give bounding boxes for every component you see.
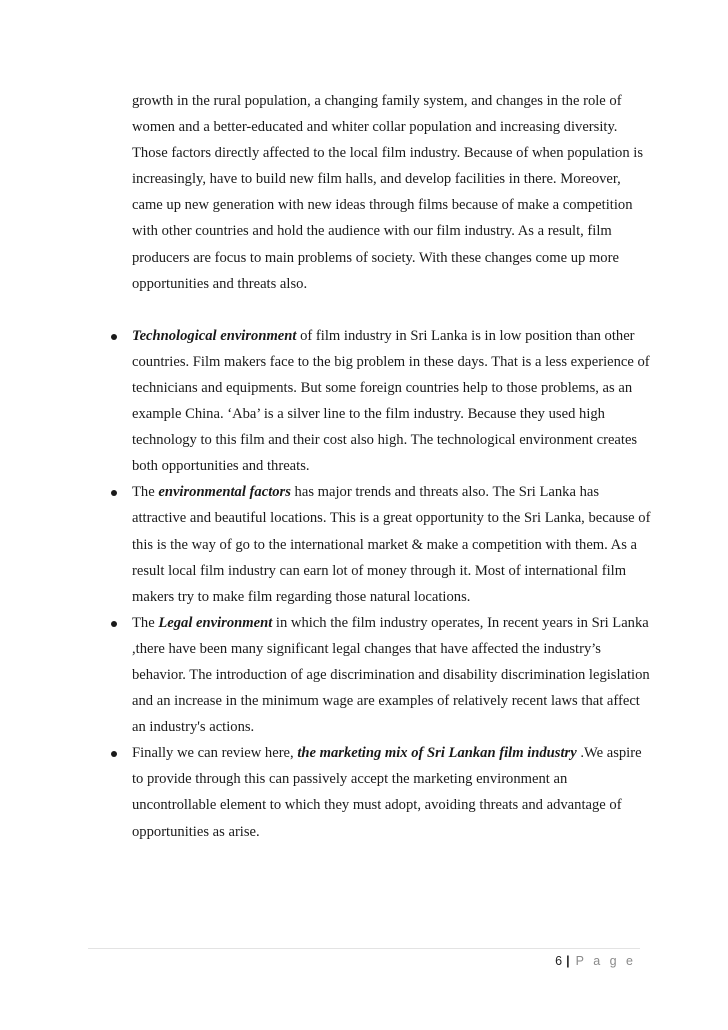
list-item bbox=[132, 740, 652, 844]
item-emphasis: Legal environment bbox=[158, 614, 273, 631]
list-item bbox=[132, 479, 652, 609]
body-text bbox=[132, 88, 652, 845]
bullet-icon bbox=[111, 621, 117, 627]
item-emphasis: the marketing mix of Sri Lankan film industry bbox=[297, 745, 577, 762]
bullet-icon bbox=[111, 490, 117, 496]
page-label: P a g e bbox=[575, 954, 636, 968]
item-pre: Finally we can review here, bbox=[132, 745, 298, 762]
paragraph-gap bbox=[132, 297, 652, 323]
bullet-list bbox=[132, 323, 652, 845]
item-emphasis: Technological environment bbox=[132, 327, 297, 344]
bullet-icon bbox=[111, 751, 117, 757]
item-emphasis: environmental factors bbox=[158, 484, 291, 501]
item-pre: The bbox=[132, 484, 159, 501]
footer-separator: | bbox=[566, 954, 570, 968]
item-text: has major trends and threats also. The Sri Lanka has attractive and beautiful locations. This is a great opportunity to the Sri Lanka, because of this is the way of go to the international market & make a competition with them. As a result local film industry can earn lot of money through it. Most of international film makers try to make film regarding those natural locations. bbox=[132, 484, 651, 605]
item-text: of film industry in Sri Lanka is in low position than other countries. Film makers face to the big problem in these days. That is a less experience of technicians and equipments. But some foreign countries help to those problems, as an example China. ‘Aba’ is a silver line to the film industry. Because they used high technology to this film and their cost also high. The technological environment creates both opportunities and threats. bbox=[132, 327, 650, 475]
list-item bbox=[132, 610, 652, 740]
page-number: 6 bbox=[555, 954, 563, 968]
intro-paragraph: growth in the rural population, a changing family system, and changes in the role of women and a better-educated and whiter collar population and increasing diversity. Those factors directly affected to the local film industry. Because of when population is increasingly, have to build new film halls, and develop facilities in there. Moreover, came up new generation with new ideas through films because of make a competition with other countries and hold the audience with our film industry. As a result, film producers are focus to main problems of society. With these changes come up more opportunities and threats also. bbox=[132, 93, 644, 292]
footer-divider bbox=[88, 948, 640, 949]
item-pre: The bbox=[132, 614, 159, 631]
bullet-icon bbox=[111, 334, 117, 340]
item-text: in which the film industry operates, In recent years in Sri Lanka ,there have been many significant legal changes that have affected the industry’s behavior. The introduction of age discrimination and disability discrimination legislation and an increase in the minimum wage are examples of relatively recent laws that affect an industry's actions. bbox=[132, 614, 650, 736]
item-text: .We aspire to provide through this can passively accept the marketing environment an uncontrollable element to which they must adopt, avoiding threats and advantage of opportunities as arise. bbox=[132, 745, 642, 840]
page-footer bbox=[555, 954, 636, 968]
list-item bbox=[132, 323, 652, 480]
